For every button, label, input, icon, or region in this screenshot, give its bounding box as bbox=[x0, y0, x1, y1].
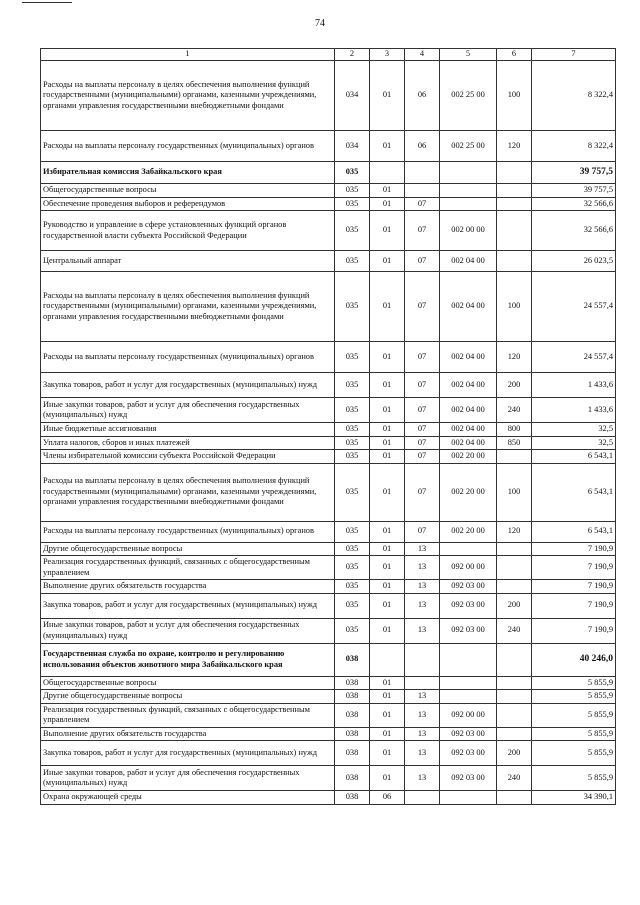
row-code-article: 002 20 00 bbox=[440, 521, 497, 542]
row-code-article: 092 03 00 bbox=[440, 766, 497, 791]
row-code-expense-type: 240 bbox=[497, 766, 532, 791]
row-code-article bbox=[440, 197, 497, 211]
row-code-section: 01 bbox=[370, 211, 405, 251]
row-amount: 39 757,5 bbox=[532, 184, 616, 198]
table-row bbox=[41, 272, 616, 342]
row-amount: 7 190,9 bbox=[532, 556, 616, 580]
row-code-article: 092 00 00 bbox=[440, 556, 497, 580]
row-code-section: 01 bbox=[370, 251, 405, 272]
row-name: Другие общегосударственные вопросы bbox=[41, 690, 335, 704]
budget-table bbox=[40, 48, 616, 805]
row-code-expense-type: 200 bbox=[497, 741, 532, 766]
row-code-expense-type: 240 bbox=[497, 618, 532, 643]
row-code-admin: 035 bbox=[335, 211, 370, 251]
row-code-expense-type bbox=[497, 643, 532, 676]
row-code-admin: 034 bbox=[335, 131, 370, 162]
row-name: Государственная служба по охране, контролю и регулированию использования объектов животного мира Забайкальского края bbox=[41, 643, 335, 676]
row-code-expense-type: 120 bbox=[497, 131, 532, 162]
row-code-article bbox=[440, 690, 497, 704]
column-header: 5 bbox=[440, 49, 497, 61]
row-code-article bbox=[440, 162, 497, 184]
row-amount: 32 566,6 bbox=[532, 211, 616, 251]
table-row bbox=[41, 131, 616, 162]
row-code-subsection: 07 bbox=[405, 521, 440, 542]
row-code-article bbox=[440, 542, 497, 556]
row-name: Иные закупки товаров, работ и услуг для обеспечения государственных (муниципальных) нужд bbox=[41, 398, 335, 423]
row-code-subsection: 13 bbox=[405, 593, 440, 618]
row-code-admin: 038 bbox=[335, 791, 370, 805]
row-code-article: 092 00 00 bbox=[440, 703, 497, 727]
row-name: Обеспечение проведения выборов и референдумов bbox=[41, 197, 335, 211]
row-code-section: 01 bbox=[370, 580, 405, 594]
column-header: 7 bbox=[532, 49, 616, 61]
row-code-subsection: 07 bbox=[405, 463, 440, 521]
table-row bbox=[41, 436, 616, 450]
row-code-subsection: 07 bbox=[405, 398, 440, 423]
row-code-article: 002 00 00 bbox=[440, 211, 497, 251]
row-code-article: 092 03 00 bbox=[440, 727, 497, 741]
row-name: Уплата налогов, сборов и иных платежей bbox=[41, 436, 335, 450]
row-amount: 5 855,9 bbox=[532, 690, 616, 704]
row-amount: 34 390,1 bbox=[532, 791, 616, 805]
row-code-admin: 035 bbox=[335, 398, 370, 423]
row-code-subsection bbox=[405, 791, 440, 805]
row-code-admin: 035 bbox=[335, 342, 370, 373]
row-code-section: 01 bbox=[370, 676, 405, 690]
row-code-admin: 038 bbox=[335, 703, 370, 727]
row-code-subsection: 13 bbox=[405, 727, 440, 741]
row-code-article: 092 03 00 bbox=[440, 593, 497, 618]
row-code-article: 002 25 00 bbox=[440, 131, 497, 162]
table-row bbox=[41, 618, 616, 643]
row-code-expense-type bbox=[497, 197, 532, 211]
row-code-section: 01 bbox=[370, 727, 405, 741]
row-code-article: 002 04 00 bbox=[440, 423, 497, 437]
row-code-article: 002 04 00 bbox=[440, 251, 497, 272]
row-code-expense-type bbox=[497, 542, 532, 556]
row-amount: 39 757,5 bbox=[532, 162, 616, 184]
table-row bbox=[41, 373, 616, 398]
row-amount: 7 190,9 bbox=[532, 593, 616, 618]
row-code-article: 002 04 00 bbox=[440, 436, 497, 450]
row-code-admin: 035 bbox=[335, 556, 370, 580]
row-code-article bbox=[440, 676, 497, 690]
row-amount: 26 023,5 bbox=[532, 251, 616, 272]
row-amount: 32,5 bbox=[532, 436, 616, 450]
row-code-admin: 035 bbox=[335, 542, 370, 556]
row-code-admin: 038 bbox=[335, 727, 370, 741]
row-code-admin: 035 bbox=[335, 436, 370, 450]
row-code-admin: 035 bbox=[335, 373, 370, 398]
row-name: Выполнение других обязательств государства bbox=[41, 580, 335, 594]
row-code-admin: 035 bbox=[335, 593, 370, 618]
row-code-admin: 035 bbox=[335, 272, 370, 342]
row-code-article: 002 20 00 bbox=[440, 463, 497, 521]
row-amount: 5 855,9 bbox=[532, 766, 616, 791]
row-name: Иные закупки товаров, работ и услуг для обеспечения государственных (муниципальных) нужд bbox=[41, 766, 335, 791]
row-code-subsection: 07 bbox=[405, 373, 440, 398]
row-code-subsection: 13 bbox=[405, 766, 440, 791]
row-code-expense-type bbox=[497, 580, 532, 594]
row-code-expense-type bbox=[497, 727, 532, 741]
row-code-expense-type bbox=[497, 556, 532, 580]
table-row bbox=[41, 741, 616, 766]
row-code-admin: 035 bbox=[335, 184, 370, 198]
row-code-admin: 035 bbox=[335, 450, 370, 464]
row-code-expense-type: 120 bbox=[497, 521, 532, 542]
row-code-subsection: 13 bbox=[405, 618, 440, 643]
row-name: Центральный аппарат bbox=[41, 251, 335, 272]
row-name: Охрана окружающей среды bbox=[41, 791, 335, 805]
row-code-admin: 038 bbox=[335, 741, 370, 766]
table-row bbox=[41, 423, 616, 437]
table-row bbox=[41, 398, 616, 423]
table-row bbox=[41, 211, 616, 251]
row-amount: 24 557,4 bbox=[532, 272, 616, 342]
page-number: 74 bbox=[315, 18, 325, 29]
table-row bbox=[41, 791, 616, 805]
row-name: Закупка товаров, работ и услуг для государственных (муниципальных) нужд bbox=[41, 741, 335, 766]
row-code-expense-type: 800 bbox=[497, 423, 532, 437]
row-amount: 24 557,4 bbox=[532, 342, 616, 373]
table-row bbox=[41, 542, 616, 556]
row-code-subsection: 07 bbox=[405, 211, 440, 251]
row-code-section: 01 bbox=[370, 272, 405, 342]
row-code-section: 01 bbox=[370, 463, 405, 521]
row-name: Другие общегосударственные вопросы bbox=[41, 542, 335, 556]
table-row bbox=[41, 463, 616, 521]
row-name: Иные бюджетные ассигнования bbox=[41, 423, 335, 437]
row-code-subsection: 07 bbox=[405, 342, 440, 373]
table-row bbox=[41, 676, 616, 690]
table-row bbox=[41, 690, 616, 704]
row-code-subsection: 07 bbox=[405, 272, 440, 342]
row-amount: 5 855,9 bbox=[532, 703, 616, 727]
row-amount: 7 190,9 bbox=[532, 580, 616, 594]
row-code-section: 01 bbox=[370, 766, 405, 791]
row-amount: 40 246,0 bbox=[532, 643, 616, 676]
row-code-admin: 038 bbox=[335, 676, 370, 690]
row-code-expense-type: 100 bbox=[497, 61, 532, 131]
row-amount: 32 566,6 bbox=[532, 197, 616, 211]
row-code-article: 002 20 00 bbox=[440, 450, 497, 464]
row-name: Реализация государственных функций, связанных с общегосударственным управлением bbox=[41, 703, 335, 727]
row-code-expense-type: 850 bbox=[497, 436, 532, 450]
row-code-section: 01 bbox=[370, 690, 405, 704]
row-code-section: 01 bbox=[370, 342, 405, 373]
row-code-section: 01 bbox=[370, 423, 405, 437]
row-amount: 7 190,9 bbox=[532, 542, 616, 556]
row-code-admin: 034 bbox=[335, 61, 370, 131]
row-code-expense-type: 100 bbox=[497, 272, 532, 342]
header-row bbox=[41, 49, 616, 61]
row-code-subsection: 13 bbox=[405, 542, 440, 556]
row-code-expense-type bbox=[497, 703, 532, 727]
row-code-expense-type bbox=[497, 690, 532, 704]
row-amount: 5 855,9 bbox=[532, 727, 616, 741]
row-name: Расходы на выплаты персоналу в целях обеспечения выполнения функций государственными (муниципальными) органами, казенными учреждениями, органами управления государственными внебюджетными фондами bbox=[41, 61, 335, 131]
row-code-admin: 035 bbox=[335, 618, 370, 643]
table-row bbox=[41, 727, 616, 741]
row-code-expense-type bbox=[497, 450, 532, 464]
row-code-section bbox=[370, 162, 405, 184]
row-code-subsection: 07 bbox=[405, 251, 440, 272]
row-code-article bbox=[440, 791, 497, 805]
row-code-section: 01 bbox=[370, 521, 405, 542]
row-code-section: 01 bbox=[370, 618, 405, 643]
row-code-expense-type bbox=[497, 162, 532, 184]
row-code-admin: 035 bbox=[335, 423, 370, 437]
row-amount: 5 855,9 bbox=[532, 741, 616, 766]
row-code-expense-type: 200 bbox=[497, 593, 532, 618]
table-row bbox=[41, 251, 616, 272]
row-name: Расходы на выплаты персоналу государственных (муниципальных) органов bbox=[41, 521, 335, 542]
table-row bbox=[41, 61, 616, 131]
row-code-section: 06 bbox=[370, 791, 405, 805]
row-code-subsection bbox=[405, 162, 440, 184]
table-row bbox=[41, 184, 616, 198]
row-name: Выполнение других обязательств государства bbox=[41, 727, 335, 741]
row-code-subsection bbox=[405, 676, 440, 690]
row-code-article bbox=[440, 184, 497, 198]
row-code-subsection: 06 bbox=[405, 131, 440, 162]
row-name: Члены избирательной комиссии субъекта Российской Федерации bbox=[41, 450, 335, 464]
row-code-subsection: 07 bbox=[405, 450, 440, 464]
table-row bbox=[41, 703, 616, 727]
row-code-section: 01 bbox=[370, 542, 405, 556]
row-name: Расходы на выплаты персоналу в целях обеспечения выполнения функций государственными (муниципальными) органами, казенными учреждениями, органами управления государственными внебюджетными фондами bbox=[41, 272, 335, 342]
row-name: Расходы на выплаты персоналу в целях обеспечения выполнения функций государственными (муниципальными) органами, казенными учреждениями, органами управления государственными внебюджетными фондами bbox=[41, 463, 335, 521]
table-row-section bbox=[41, 643, 616, 676]
row-code-section bbox=[370, 643, 405, 676]
column-header: 2 bbox=[335, 49, 370, 61]
row-code-expense-type bbox=[497, 251, 532, 272]
row-amount: 1 433,6 bbox=[532, 373, 616, 398]
row-name: Реализация государственных функций, связанных с общегосударственным управлением bbox=[41, 556, 335, 580]
row-code-admin: 035 bbox=[335, 251, 370, 272]
row-code-subsection: 13 bbox=[405, 703, 440, 727]
table-row bbox=[41, 342, 616, 373]
row-code-expense-type: 200 bbox=[497, 373, 532, 398]
row-code-expense-type bbox=[497, 676, 532, 690]
row-code-subsection: 07 bbox=[405, 423, 440, 437]
row-code-subsection: 13 bbox=[405, 690, 440, 704]
row-code-section: 01 bbox=[370, 373, 405, 398]
row-code-section: 01 bbox=[370, 436, 405, 450]
row-code-subsection: 07 bbox=[405, 436, 440, 450]
row-code-article: 002 04 00 bbox=[440, 373, 497, 398]
row-code-admin: 038 bbox=[335, 643, 370, 676]
row-name: Иные закупки товаров, работ и услуг для обеспечения государственных (муниципальных) нужд bbox=[41, 618, 335, 643]
row-code-expense-type: 240 bbox=[497, 398, 532, 423]
row-code-expense-type: 120 bbox=[497, 342, 532, 373]
top-rule bbox=[22, 2, 72, 3]
row-code-section: 01 bbox=[370, 197, 405, 211]
row-amount: 32,5 bbox=[532, 423, 616, 437]
row-code-subsection bbox=[405, 184, 440, 198]
row-code-expense-type bbox=[497, 211, 532, 251]
table-row bbox=[41, 580, 616, 594]
row-name: Общегосударственные вопросы bbox=[41, 676, 335, 690]
row-code-article: 092 03 00 bbox=[440, 618, 497, 643]
row-code-expense-type: 100 bbox=[497, 463, 532, 521]
row-code-article: 002 04 00 bbox=[440, 272, 497, 342]
column-header: 3 bbox=[370, 49, 405, 61]
row-code-subsection: 07 bbox=[405, 197, 440, 211]
row-code-subsection: 13 bbox=[405, 556, 440, 580]
row-code-admin: 035 bbox=[335, 162, 370, 184]
table-row bbox=[41, 766, 616, 791]
row-code-article: 002 04 00 bbox=[440, 398, 497, 423]
table-row bbox=[41, 556, 616, 580]
column-header: 1 bbox=[41, 49, 335, 61]
row-code-section: 01 bbox=[370, 131, 405, 162]
row-name: Закупка товаров, работ и услуг для государственных (муниципальных) нужд bbox=[41, 593, 335, 618]
row-code-subsection: 13 bbox=[405, 741, 440, 766]
row-amount: 5 855,9 bbox=[532, 676, 616, 690]
table-row bbox=[41, 593, 616, 618]
row-code-expense-type bbox=[497, 184, 532, 198]
table-row bbox=[41, 450, 616, 464]
row-code-section: 01 bbox=[370, 741, 405, 766]
row-code-admin: 038 bbox=[335, 690, 370, 704]
row-amount: 7 190,9 bbox=[532, 618, 616, 643]
table-row bbox=[41, 521, 616, 542]
row-code-section: 01 bbox=[370, 593, 405, 618]
row-code-section: 01 bbox=[370, 184, 405, 198]
row-amount: 1 433,6 bbox=[532, 398, 616, 423]
row-code-admin: 035 bbox=[335, 197, 370, 211]
column-header: 6 bbox=[497, 49, 532, 61]
row-code-article bbox=[440, 643, 497, 676]
row-code-section: 01 bbox=[370, 450, 405, 464]
table-row-section bbox=[41, 162, 616, 184]
row-code-subsection bbox=[405, 643, 440, 676]
row-code-article: 002 25 00 bbox=[440, 61, 497, 131]
row-amount: 6 543,1 bbox=[532, 463, 616, 521]
row-code-article: 092 03 00 bbox=[440, 580, 497, 594]
row-code-admin: 035 bbox=[335, 521, 370, 542]
row-code-section: 01 bbox=[370, 703, 405, 727]
row-code-admin: 038 bbox=[335, 766, 370, 791]
row-code-admin: 035 bbox=[335, 580, 370, 594]
row-name: Руководство и управление в сфере установленных функций органов государственной власти субъекта Российской Федерации bbox=[41, 211, 335, 251]
column-header: 4 bbox=[405, 49, 440, 61]
row-code-article: 092 03 00 bbox=[440, 741, 497, 766]
row-code-subsection: 06 bbox=[405, 61, 440, 131]
row-code-section: 01 bbox=[370, 398, 405, 423]
row-name: Общегосударственные вопросы bbox=[41, 184, 335, 198]
row-code-admin: 035 bbox=[335, 463, 370, 521]
row-code-section: 01 bbox=[370, 61, 405, 131]
row-name: Расходы на выплаты персоналу государственных (муниципальных) органов bbox=[41, 342, 335, 373]
row-name: Закупка товаров, работ и услуг для государственных (муниципальных) нужд bbox=[41, 373, 335, 398]
row-amount: 6 543,1 bbox=[532, 450, 616, 464]
row-amount: 6 543,1 bbox=[532, 521, 616, 542]
table-row bbox=[41, 197, 616, 211]
table-body bbox=[41, 61, 616, 805]
row-amount: 8 322,4 bbox=[532, 131, 616, 162]
row-name: Избирательная комиссия Забайкальского края bbox=[41, 162, 335, 184]
row-amount: 8 322,4 bbox=[532, 61, 616, 131]
row-code-article: 002 04 00 bbox=[440, 342, 497, 373]
row-code-section: 01 bbox=[370, 556, 405, 580]
row-code-subsection: 13 bbox=[405, 580, 440, 594]
row-name: Расходы на выплаты персоналу государственных (муниципальных) органов bbox=[41, 131, 335, 162]
row-code-expense-type bbox=[497, 791, 532, 805]
